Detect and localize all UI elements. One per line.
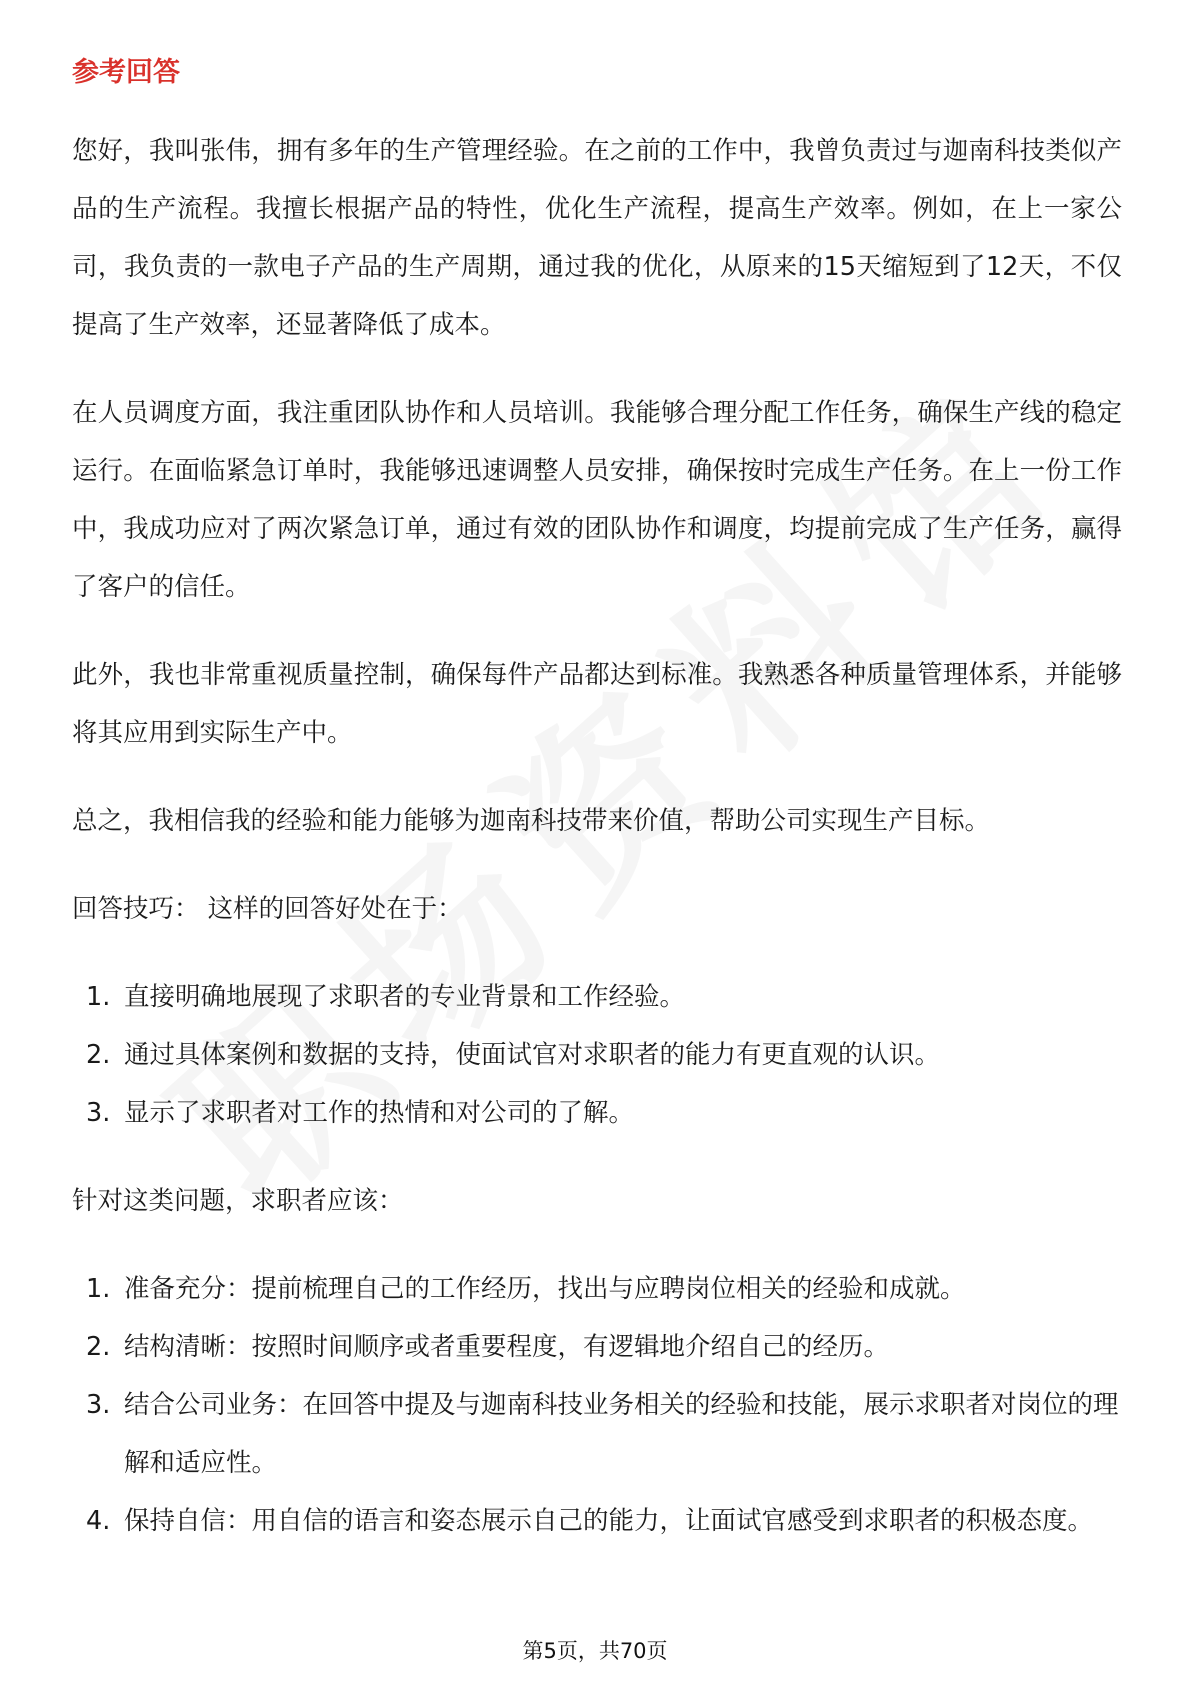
- list-text: 结合公司业务：在回答中提及与迦南科技业务相关的经验和技能，展示求职者对岗位的理解和适应性。: [124, 1390, 1119, 1478]
- list-text: 显示了求职者对工作的热情和对公司的了解。: [124, 1098, 635, 1128]
- list-number: 1.: [86, 1274, 111, 1304]
- page-number: 第5页，共70页: [522, 1639, 668, 1663]
- list-number: 2.: [86, 1332, 111, 1362]
- list-number: 1.: [86, 982, 111, 1012]
- advice-intro: 针对这类问题，求职者应该：: [72, 1186, 404, 1216]
- list-text: 直接明确地展现了求职者的专业背景和工作经验。: [124, 982, 686, 1012]
- answer-paragraph-1: 您好，我叫张伟，拥有多年的生产管理经验。在之前的工作中，我曾负责过与迦南科技类似产品的生产流程。我擅长根据产品的特性，优化生产流程，提高生产效率。例如，在上一家公司，我负责的一款电子产品的生产周期，通过我的优化，从原来的15天缩短到了12天，不仅提高了生产效率，还显著降低了成本。: [72, 136, 1122, 340]
- tips-list: [72, 968, 1122, 1142]
- list-text: 保持自信：用自信的语言和姿态展示自己的能力，让面试官感受到求职者的积极态度。: [124, 1506, 1094, 1536]
- section-heading: 参考回答: [72, 57, 180, 88]
- list-text: 准备充分：提前梳理自己的工作经历，找出与应聘岗位相关的经验和成就。: [124, 1274, 966, 1304]
- tips-intro: 回答技巧： 这样的回答好处在于：: [72, 894, 463, 924]
- list-item: [72, 1318, 1122, 1376]
- list-item: [72, 968, 1122, 1026]
- list-item: [72, 1026, 1122, 1084]
- list-text: 通过具体案例和数据的支持，使面试官对求职者的能力有更直观的认识。: [124, 1040, 941, 1070]
- answer-paragraph-4: 总之，我相信我的经验和能力能够为迦南科技带来价值，帮助公司实现生产目标。: [72, 806, 991, 836]
- list-item: [72, 1492, 1122, 1550]
- list-item: [72, 1376, 1122, 1492]
- document-body: [72, 40, 1122, 1580]
- list-number: 3.: [86, 1098, 111, 1128]
- answer-paragraph-3: 此外，我也非常重视质量控制，确保每件产品都达到标准。我熟悉各种质量管理体系，并能够将其应用到实际生产中。: [72, 660, 1122, 748]
- list-number: 2.: [86, 1040, 111, 1070]
- answer-paragraph-2: 在人员调度方面，我注重团队协作和人员培训。我能够合理分配工作任务，确保生产线的稳定运行。在面临紧急订单时，我能够迅速调整人员安排，确保按时完成生产任务。在上一份工作中，我成功应对了两次紧急订单，通过有效的团队协作和调度，均提前完成了生产任务，赢得了客户的信任。: [72, 398, 1122, 602]
- list-text: 结构清晰：按照时间顺序或者重要程度，有逻辑地介绍自己的经历。: [124, 1332, 890, 1362]
- advice-list: [72, 1260, 1122, 1550]
- list-number: 4.: [86, 1506, 111, 1536]
- list-number: 3.: [86, 1390, 111, 1420]
- list-item: [72, 1084, 1122, 1142]
- list-item: [72, 1260, 1122, 1318]
